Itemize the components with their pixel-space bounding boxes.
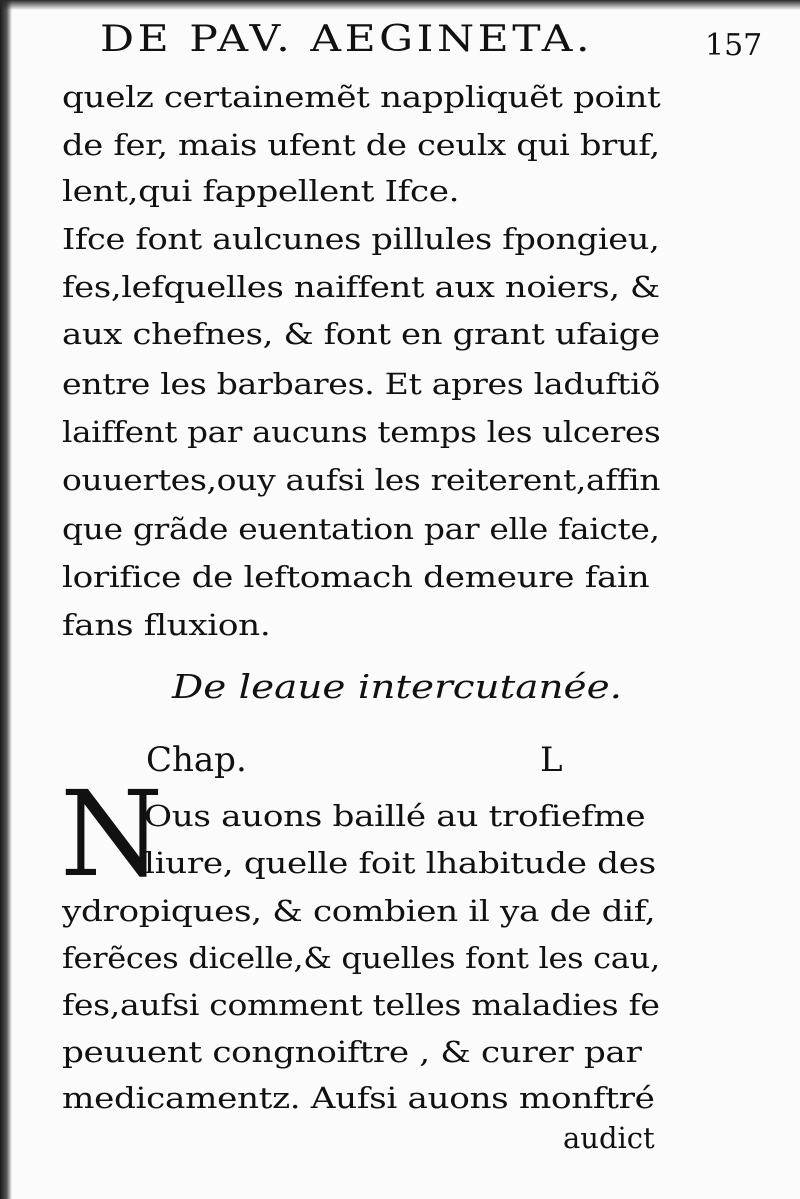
text-line: liure, quelle foit lhabitude des bbox=[144, 846, 656, 880]
text-line: Ifce font aulcunes pillules fpongieu, bbox=[62, 222, 660, 256]
drop-cap: N bbox=[60, 765, 164, 903]
text-line: aux chefnes, & font en grant ufaige bbox=[62, 317, 660, 351]
text-line: peuuent congnoiftre , & curer par bbox=[62, 1035, 642, 1069]
text-line: ferẽces dicelle,& quelles font les cau, bbox=[62, 941, 660, 975]
text-line: Ous auons baillé au trofiefme bbox=[144, 799, 646, 833]
text-line: quelz certainemẽt nappliquẽt point bbox=[62, 80, 661, 114]
top-edge-shadow bbox=[0, 0, 800, 10]
text-line: ouuertes,ouy aufsi les reiterent,affin bbox=[62, 463, 661, 497]
text-line: lorifice de leftomach demeure fain bbox=[62, 560, 650, 594]
text-line: de fer, mais ufent de ceulx qui bruf, bbox=[62, 128, 660, 162]
text-line: fes,aufsi comment telles maladies fe bbox=[62, 988, 660, 1022]
text-line: que grãde euentation par elle faicte, bbox=[62, 512, 660, 546]
catchword: audict bbox=[563, 1121, 655, 1155]
chapter-title: De leaue intercutanée. bbox=[172, 667, 623, 706]
text-line: medicamentz. Aufsi auons monftré bbox=[62, 1081, 655, 1115]
text-line: entre les barbares. Et apres laduftiõ bbox=[62, 367, 661, 401]
text-line: fans fluxion. bbox=[62, 608, 271, 642]
chapter-number: L bbox=[540, 740, 563, 780]
binding-shadow bbox=[0, 0, 12, 1199]
text-line: laiffent par aucuns temps les ulceres bbox=[62, 415, 661, 449]
running-head: DE PAV. AEGINETA. bbox=[100, 19, 594, 60]
chapter-label: Chap. bbox=[146, 740, 247, 780]
page-number: 157 bbox=[705, 28, 763, 63]
text-line: fes,lefquelles naiffent aux noiers, & bbox=[62, 270, 660, 304]
text-line: lent,qui fappellent Ifce. bbox=[62, 174, 460, 208]
text-line: ydropiques, & combien il ya de dif, bbox=[62, 894, 656, 928]
